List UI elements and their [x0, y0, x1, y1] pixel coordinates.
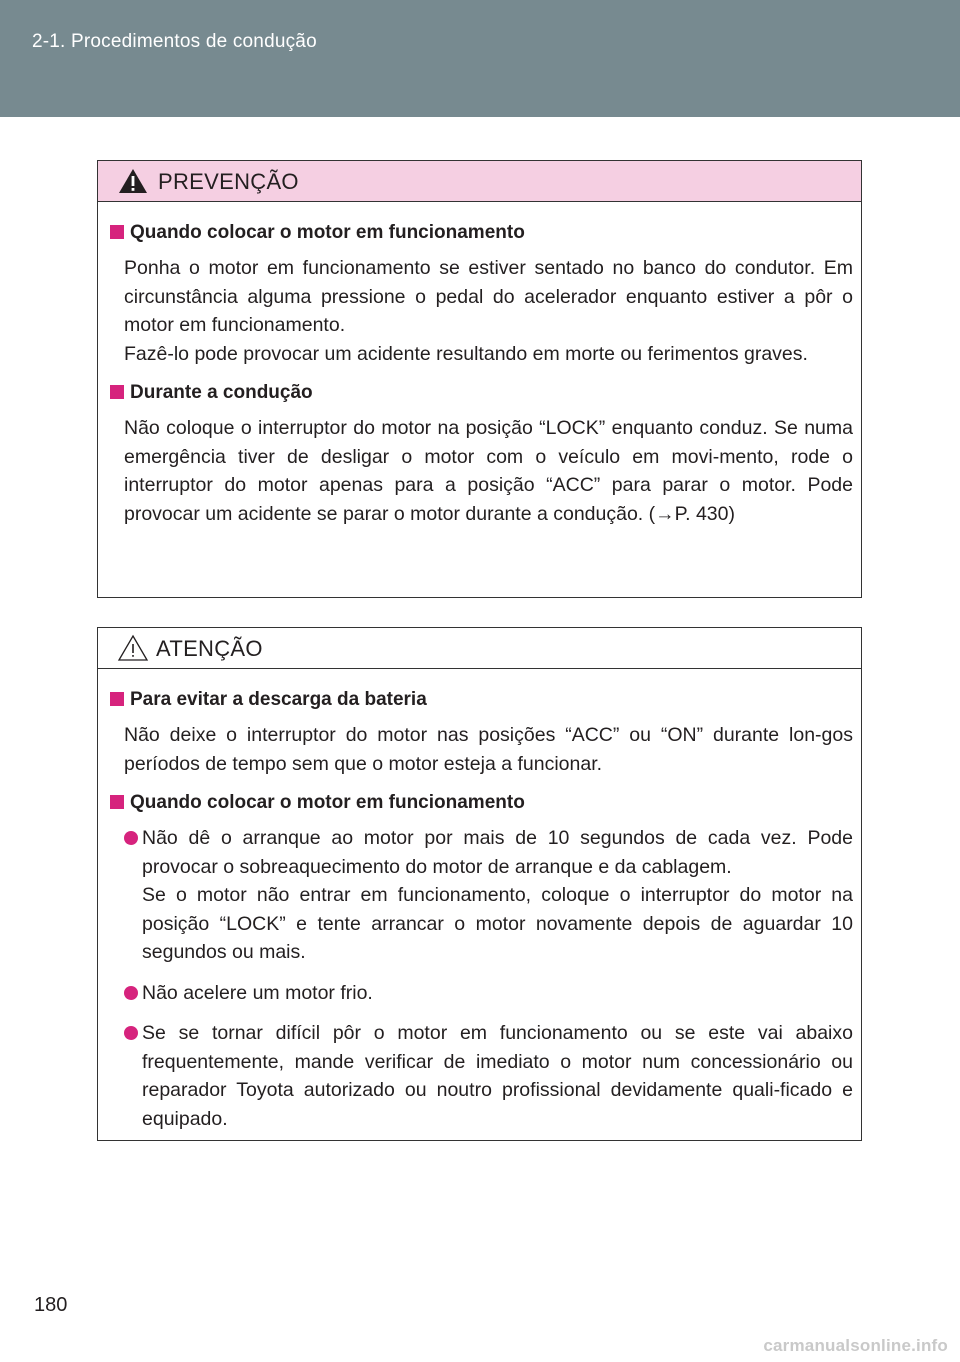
warning-triangle-outline-icon [117, 634, 149, 662]
notice-section-heading: Quando colocar o motor em funcionamento [106, 790, 853, 816]
page-number: 180 [34, 1294, 68, 1316]
notice-title: ATENÇÃO [156, 636, 263, 661]
notice-paragraph: Não deixe o interruptor do motor nas posições “ACC” ou “ON” durante lon-gos períodos de tempo sem que o motor esteja a funcionar. [124, 724, 853, 775]
square-bullet-icon [110, 795, 124, 809]
caution-section-heading: Quando colocar o motor em funcionamento [106, 220, 853, 246]
circle-bullet-icon [124, 1026, 138, 1040]
page-header [0, 0, 960, 117]
caution-paragraph: Não coloque o interruptor do motor na posição “LOCK” enquanto conduz. Se numa emergência tiver de desligar o motor com o veículo em movi-mento, rode o interruptor do motor apenas para a posição “ACC” para parar o motor. Pode provocar um acidente se parar o motor durante a condução. (→P. 430) [124, 417, 853, 525]
watermark: carmanualsonline.info [763, 1336, 948, 1355]
bullet-item: Não dê o arranque ao motor por mais de 10 segundos de cada vez. Pode provocar o sobreaquecimento do motor de arranque e da cablagem. [106, 824, 853, 881]
square-bullet-icon [110, 225, 124, 239]
bullet-continuation: Se o motor não entrar em funcionamento, coloque o interruptor do motor na posição “LOCK” e tente arrancar o motor novamente depois de aguardar 10 segundos ou mais. [142, 884, 853, 963]
chapter-title: 2-1. Procedimentos de condução [32, 31, 317, 52]
notice-section-heading: Para evitar a descarga da bateria [106, 687, 853, 713]
circle-bullet-icon [124, 831, 138, 845]
caution-box [97, 160, 862, 598]
circle-bullet-icon [124, 986, 138, 1000]
caution-title: PREVENÇÃO [158, 169, 299, 194]
warning-triangle-filled-icon [118, 168, 148, 194]
caution-paragraph: Ponha o motor em funcionamento se estiver sentado no banco do condutor. Em circunstância alguma pressione o pedal do acelerador enquanto estiver a pôr o motor em funcionamento. [124, 257, 853, 336]
notice-box [97, 627, 862, 1141]
notice-header [98, 628, 861, 669]
square-bullet-icon [110, 385, 124, 399]
bullet-item: Não acelere um motor frio. [106, 979, 853, 1008]
bullet-item: Se se tornar difícil pôr o motor em funcionamento ou se este vai abaixo frequentemente, mande verificar de imediato o motor num concessionário ou reparador Toyota autorizado ou noutro profissional devidamente quali-ficado e equipado. [106, 1019, 853, 1133]
caution-section-heading: Durante a condução [106, 380, 853, 406]
caution-header [98, 161, 861, 202]
square-bullet-icon [110, 692, 124, 706]
caution-paragraph: Fazê-lo pode provocar um acidente resultando em morte ou ferimentos graves. [124, 342, 808, 365]
